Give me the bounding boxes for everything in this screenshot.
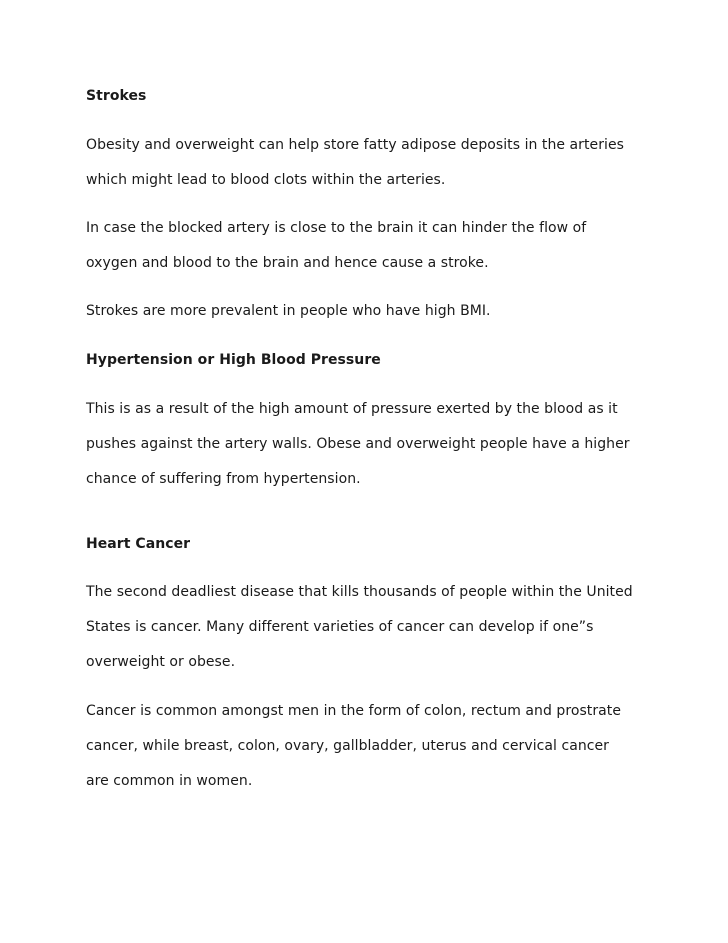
paragraph xyxy=(86,294,686,329)
paragraph xyxy=(86,211,686,281)
paragraph-line: overweight or obese. xyxy=(86,654,236,670)
section-heading-strokes: Strokes xyxy=(86,88,147,104)
paragraph-line: which might lead to blood clots within the arteries. xyxy=(86,172,446,188)
paragraph-line: This is as a result of the high amount of pressure exerted by the blood as it xyxy=(86,401,618,417)
paragraph-line: Obesity and overweight can help store fatty adipose deposits in the arteries xyxy=(86,137,624,153)
paragraph-line: oxygen and blood to the brain and hence cause a stroke. xyxy=(86,255,489,271)
paragraph-line: Strokes are more prevalent in people who have high BMI. xyxy=(86,303,491,319)
paragraph-line: Cancer is common amongst men in the form of colon, rectum and prostrate xyxy=(86,703,621,719)
paragraph xyxy=(86,694,686,799)
paragraph-line: States is cancer. Many different varieties of cancer can develop if one”s xyxy=(86,619,594,635)
paragraph xyxy=(86,392,686,497)
section-heading-hypertension: Hypertension or High Blood Pressure xyxy=(86,352,381,368)
paragraph-line: cancer, while breast, colon, ovary, gallbladder, uterus and cervical cancer xyxy=(86,738,609,754)
paragraph-line: pushes against the artery walls. Obese and overweight people have a higher xyxy=(86,436,630,452)
paragraph xyxy=(86,128,686,198)
paragraph-line: are common in women. xyxy=(86,773,253,789)
paragraph-line: chance of suffering from hypertension. xyxy=(86,471,361,487)
paragraph-line: In case the blocked artery is close to the brain it can hinder the flow of xyxy=(86,220,587,236)
paragraph xyxy=(86,575,686,680)
paragraph-line: The second deadliest disease that kills thousands of people within the United xyxy=(86,584,633,600)
section-heading-heart-cancer: Heart Cancer xyxy=(86,536,191,552)
